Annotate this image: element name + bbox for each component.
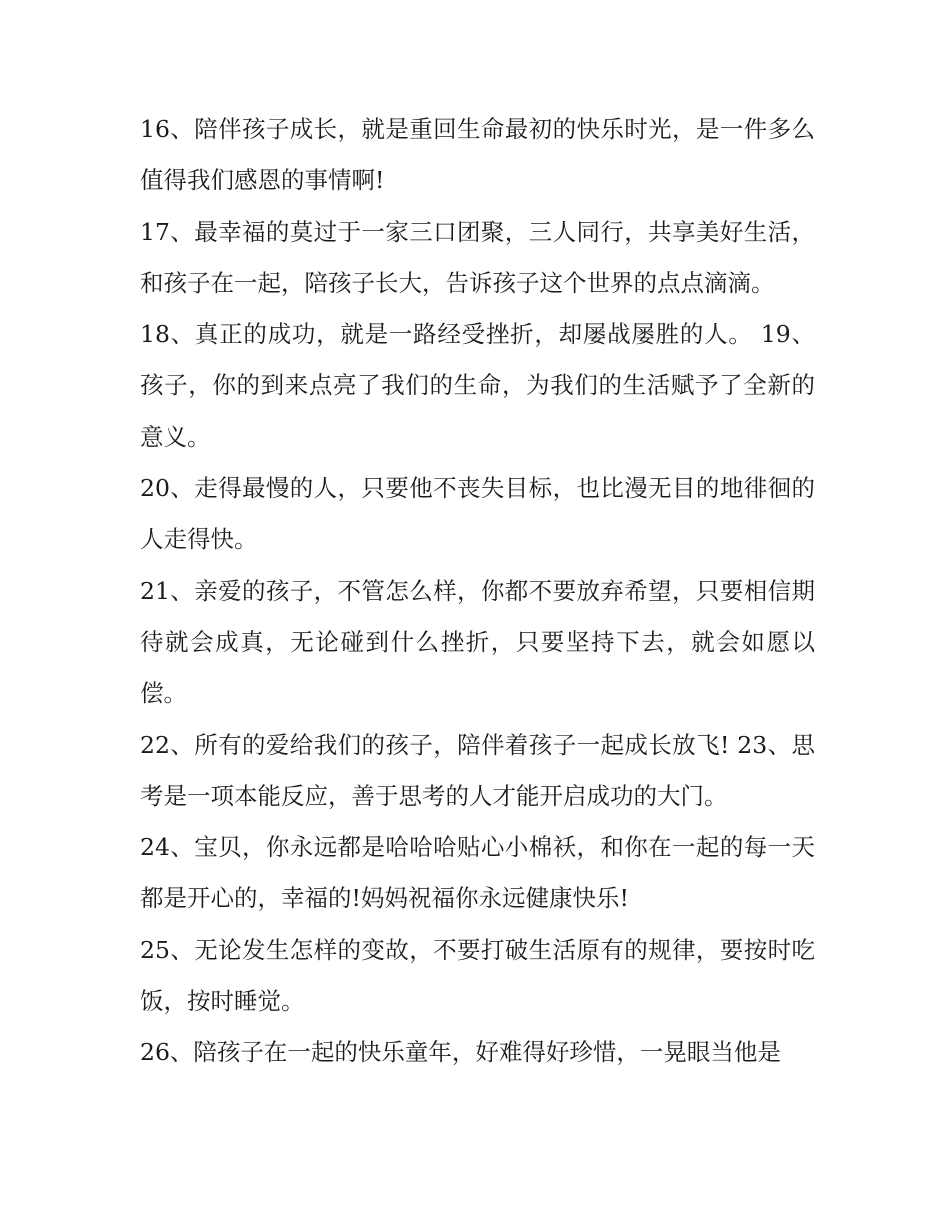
paragraph-18-19: 18、真正的成功，就是一路经受挫折，却屡战屡胜的人。 19、孩子，你的到来点亮了我们的生命，为我们的生活赋予了全新的意义。 xyxy=(140,320,815,451)
paragraph-22-23: 22、所有的爱给我们的孩子，陪伴着孩子一起成长放飞! 23、思考是一项本能反应，善于思考的人才能开启成功的大门。 xyxy=(140,730,815,810)
paragraph-17: 17、最幸福的莫过于一家三口团聚，三人同行，共享美好生活，和孩子在一起，陪孩子长大，告诉孩子这个世界的点点滴滴。 xyxy=(140,217,815,297)
paragraph-25: 25、无论发生怎样的变故，不要打破生活原有的规律，要按时吃饭，按时睡觉。 xyxy=(140,935,815,1016)
paragraph-20: 20、走得最慢的人，只要他不丧失目标，也比漫无目的地徘徊的人走得快。 xyxy=(140,474,815,554)
document-body xyxy=(140,104,815,1079)
paragraph-26: 26、陪孩子在一起的快乐童年，好难得好珍惜，一晃眼当他是 xyxy=(140,1038,781,1067)
paragraph-24: 24、宝贝，你永远都是哈哈哈贴心小棉袄，和你在一起的每一天都是开心的，幸福的!妈妈祝福你永远健康快乐! xyxy=(140,833,815,913)
paragraph-21: 21、亲爱的孩子，不管怎么样，你都不要放弃希望，只要相信期待就会成真，无论碰到什么挫折，只要坚持下去，就会如愿以偿。 xyxy=(140,576,815,708)
paragraph-16: 16、陪伴孩子成长，就是重回生命最初的快乐时光，是一件多么值得我们感恩的事情啊! xyxy=(140,115,815,195)
